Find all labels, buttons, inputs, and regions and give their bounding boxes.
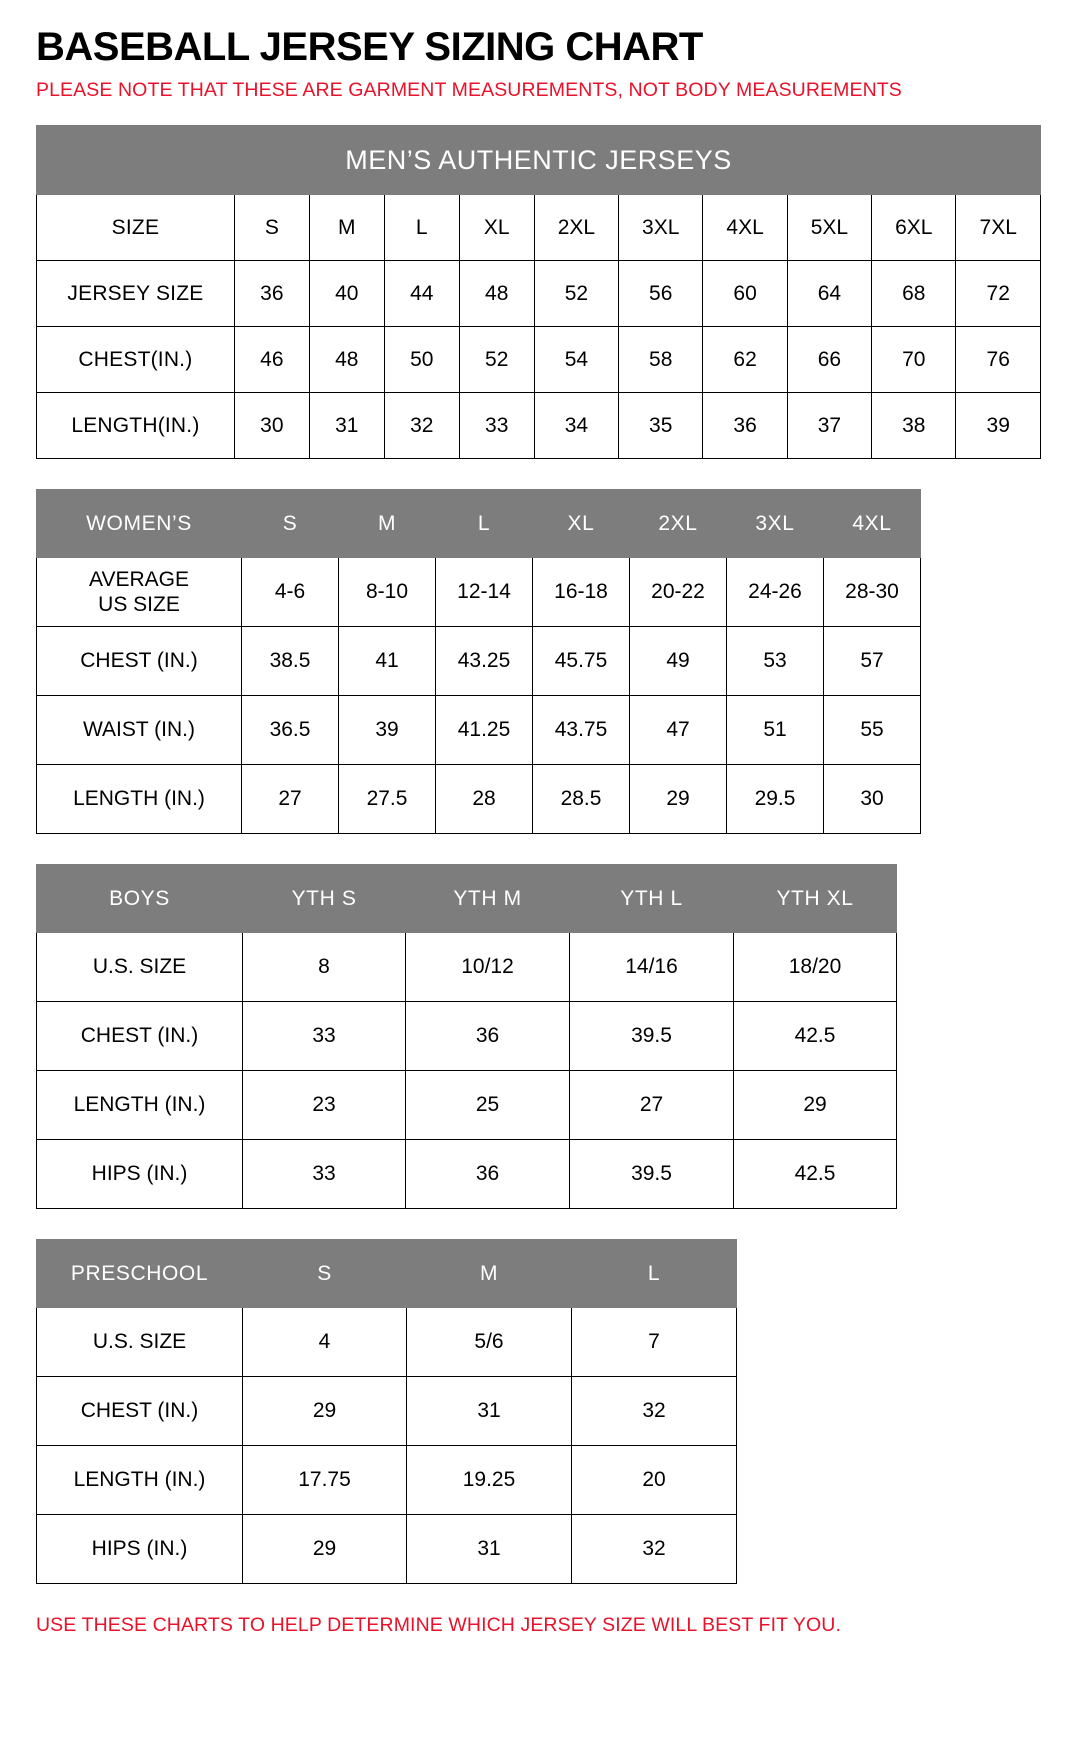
- cell: 50: [384, 327, 459, 393]
- cell: 43.25: [436, 627, 533, 696]
- table-row: [37, 195, 1041, 261]
- mens-banner-row: [37, 126, 1041, 195]
- cell: 14/16: [570, 933, 734, 1002]
- cell: 55: [824, 696, 921, 765]
- cell: 58: [619, 327, 703, 393]
- cell: 51: [727, 696, 824, 765]
- cell: 3XL: [619, 195, 703, 261]
- boys-header-label: BOYS: [37, 865, 243, 933]
- cell: 17.75: [243, 1446, 407, 1515]
- cell: L: [384, 195, 459, 261]
- preschool-header-row: [37, 1240, 737, 1308]
- cell: 32: [572, 1377, 737, 1446]
- table-row: [37, 1140, 897, 1209]
- boys-sizing-table: [36, 864, 897, 1209]
- cell: 39.5: [570, 1002, 734, 1071]
- column-header: YTH S: [243, 865, 406, 933]
- cell: 41: [339, 627, 436, 696]
- cell: 5XL: [787, 195, 871, 261]
- row-label: CHEST (IN.): [37, 1377, 243, 1446]
- cell: 28.5: [533, 765, 630, 834]
- table-row: [37, 1002, 897, 1071]
- cell: 44: [384, 261, 459, 327]
- cell: 52: [534, 261, 618, 327]
- column-header: 4XL: [824, 490, 921, 558]
- cell: 36.5: [242, 696, 339, 765]
- cell: 6XL: [872, 195, 956, 261]
- cell: 66: [787, 327, 871, 393]
- cell: 5/6: [407, 1308, 572, 1377]
- cell: 33: [243, 1140, 406, 1209]
- column-header: L: [572, 1240, 737, 1308]
- cell: 60: [703, 261, 787, 327]
- cell: 43.75: [533, 696, 630, 765]
- row-label: LENGTH (IN.): [37, 765, 242, 834]
- cell: 34: [534, 393, 618, 459]
- footer-note: USE THESE CHARTS TO HELP DETERMINE WHICH JERSEY SIZE WILL BEST FIT YOU.: [36, 1614, 841, 1637]
- cell: 30: [234, 393, 309, 459]
- cell: 31: [309, 393, 384, 459]
- cell: 29: [630, 765, 727, 834]
- preschool-header-label: PRESCHOOL: [37, 1240, 243, 1308]
- table-row: [37, 393, 1041, 459]
- row-label: LENGTH (IN.): [37, 1446, 243, 1515]
- row-label: [37, 558, 242, 627]
- cell: 23: [243, 1071, 406, 1140]
- cell: 48: [309, 327, 384, 393]
- cell: 70: [872, 327, 956, 393]
- cell: 53: [727, 627, 824, 696]
- cell: 42.5: [734, 1002, 897, 1071]
- cell: 30: [824, 765, 921, 834]
- cell: 76: [956, 327, 1041, 393]
- cell: 36: [406, 1002, 570, 1071]
- cell: 33: [459, 393, 534, 459]
- column-header: 2XL: [630, 490, 727, 558]
- cell: 2XL: [534, 195, 618, 261]
- table-row: [37, 327, 1041, 393]
- column-header: S: [243, 1240, 407, 1308]
- cell: 29.5: [727, 765, 824, 834]
- mens-sizing-table: [36, 125, 1041, 459]
- cell: 7: [572, 1308, 737, 1377]
- row-label: CHEST (IN.): [37, 627, 242, 696]
- cell: 16-18: [533, 558, 630, 627]
- cell: 27: [570, 1071, 734, 1140]
- cell: 29: [243, 1515, 407, 1584]
- womens-header-label: WOMEN’S: [37, 490, 242, 558]
- page-subtitle: PLEASE NOTE THAT THESE ARE GARMENT MEASUREMENTS, NOT BODY MEASUREMENTS: [36, 79, 902, 101]
- cell: 39: [956, 393, 1041, 459]
- cell: 33: [243, 1002, 406, 1071]
- row-label: HIPS (IN.): [37, 1515, 243, 1584]
- cell: 64: [787, 261, 871, 327]
- cell: 40: [309, 261, 384, 327]
- column-header: L: [436, 490, 533, 558]
- row-label: U.S. SIZE: [37, 1308, 243, 1377]
- page-title: BASEBALL JERSEY SIZING CHART: [36, 25, 703, 69]
- cell: 36: [234, 261, 309, 327]
- cell: 27.5: [339, 765, 436, 834]
- column-header: YTH M: [406, 865, 570, 933]
- cell: 68: [872, 261, 956, 327]
- row-label: SIZE: [37, 195, 235, 261]
- cell: 28-30: [824, 558, 921, 627]
- cell: 37: [787, 393, 871, 459]
- table-row: [37, 261, 1041, 327]
- cell: M: [309, 195, 384, 261]
- cell: 4XL: [703, 195, 787, 261]
- cell: 72: [956, 261, 1041, 327]
- cell: 54: [534, 327, 618, 393]
- cell: 29: [243, 1377, 407, 1446]
- cell: 25: [406, 1071, 570, 1140]
- cell: 52: [459, 327, 534, 393]
- cell: 20: [572, 1446, 737, 1515]
- cell: 7XL: [956, 195, 1041, 261]
- cell: 45.75: [533, 627, 630, 696]
- row-label: WAIST (IN.): [37, 696, 242, 765]
- row-label-line2: US SIZE: [98, 593, 180, 617]
- cell: 38.5: [242, 627, 339, 696]
- womens-header-row: [37, 490, 921, 558]
- cell: 41.25: [436, 696, 533, 765]
- cell: 18/20: [734, 933, 897, 1002]
- column-header: S: [242, 490, 339, 558]
- cell: 47: [630, 696, 727, 765]
- cell: XL: [459, 195, 534, 261]
- cell: 4: [243, 1308, 407, 1377]
- cell: 36: [406, 1140, 570, 1209]
- row-label: LENGTH (IN.): [37, 1071, 243, 1140]
- cell: 4-6: [242, 558, 339, 627]
- cell: 8-10: [339, 558, 436, 627]
- column-header: YTH L: [570, 865, 734, 933]
- preschool-sizing-table: [36, 1239, 737, 1584]
- cell: 31: [407, 1515, 572, 1584]
- cell: 46: [234, 327, 309, 393]
- row-label: LENGTH(IN.): [37, 393, 235, 459]
- column-header: M: [339, 490, 436, 558]
- table-row: [37, 1308, 737, 1377]
- cell: 27: [242, 765, 339, 834]
- column-header: 3XL: [727, 490, 824, 558]
- cell: 24-26: [727, 558, 824, 627]
- cell: 57: [824, 627, 921, 696]
- row-label: CHEST (IN.): [37, 1002, 243, 1071]
- table-row: [37, 933, 897, 1002]
- womens-sizing-table: [36, 489, 921, 834]
- cell: 36: [703, 393, 787, 459]
- cell: 48: [459, 261, 534, 327]
- cell: 62: [703, 327, 787, 393]
- table-row: [37, 696, 921, 765]
- row-label: U.S. SIZE: [37, 933, 243, 1002]
- cell: 38: [872, 393, 956, 459]
- cell: 39: [339, 696, 436, 765]
- cell: 12-14: [436, 558, 533, 627]
- cell: 56: [619, 261, 703, 327]
- cell: 32: [572, 1515, 737, 1584]
- mens-banner: MEN’S AUTHENTIC JERSEYS: [37, 126, 1041, 195]
- cell: 31: [407, 1377, 572, 1446]
- table-row: [37, 627, 921, 696]
- table-row: [37, 1515, 737, 1584]
- cell: 28: [436, 765, 533, 834]
- row-label-line1: AVERAGE: [89, 567, 189, 591]
- row-label: CHEST(IN.): [37, 327, 235, 393]
- column-header: XL: [533, 490, 630, 558]
- row-label: HIPS (IN.): [37, 1140, 243, 1209]
- table-row: [37, 765, 921, 834]
- row-label: JERSEY SIZE: [37, 261, 235, 327]
- cell: 8: [243, 933, 406, 1002]
- cell: 10/12: [406, 933, 570, 1002]
- cell: 19.25: [407, 1446, 572, 1515]
- table-row: [37, 1071, 897, 1140]
- table-row: [37, 558, 921, 627]
- table-row: [37, 1446, 737, 1515]
- column-header: M: [407, 1240, 572, 1308]
- table-row: [37, 1377, 737, 1446]
- cell: 42.5: [734, 1140, 897, 1209]
- cell: 29: [734, 1071, 897, 1140]
- cell: 35: [619, 393, 703, 459]
- cell: 49: [630, 627, 727, 696]
- cell: S: [234, 195, 309, 261]
- cell: 20-22: [630, 558, 727, 627]
- boys-header-row: [37, 865, 897, 933]
- column-header: YTH XL: [734, 865, 897, 933]
- cell: 39.5: [570, 1140, 734, 1209]
- cell: 32: [384, 393, 459, 459]
